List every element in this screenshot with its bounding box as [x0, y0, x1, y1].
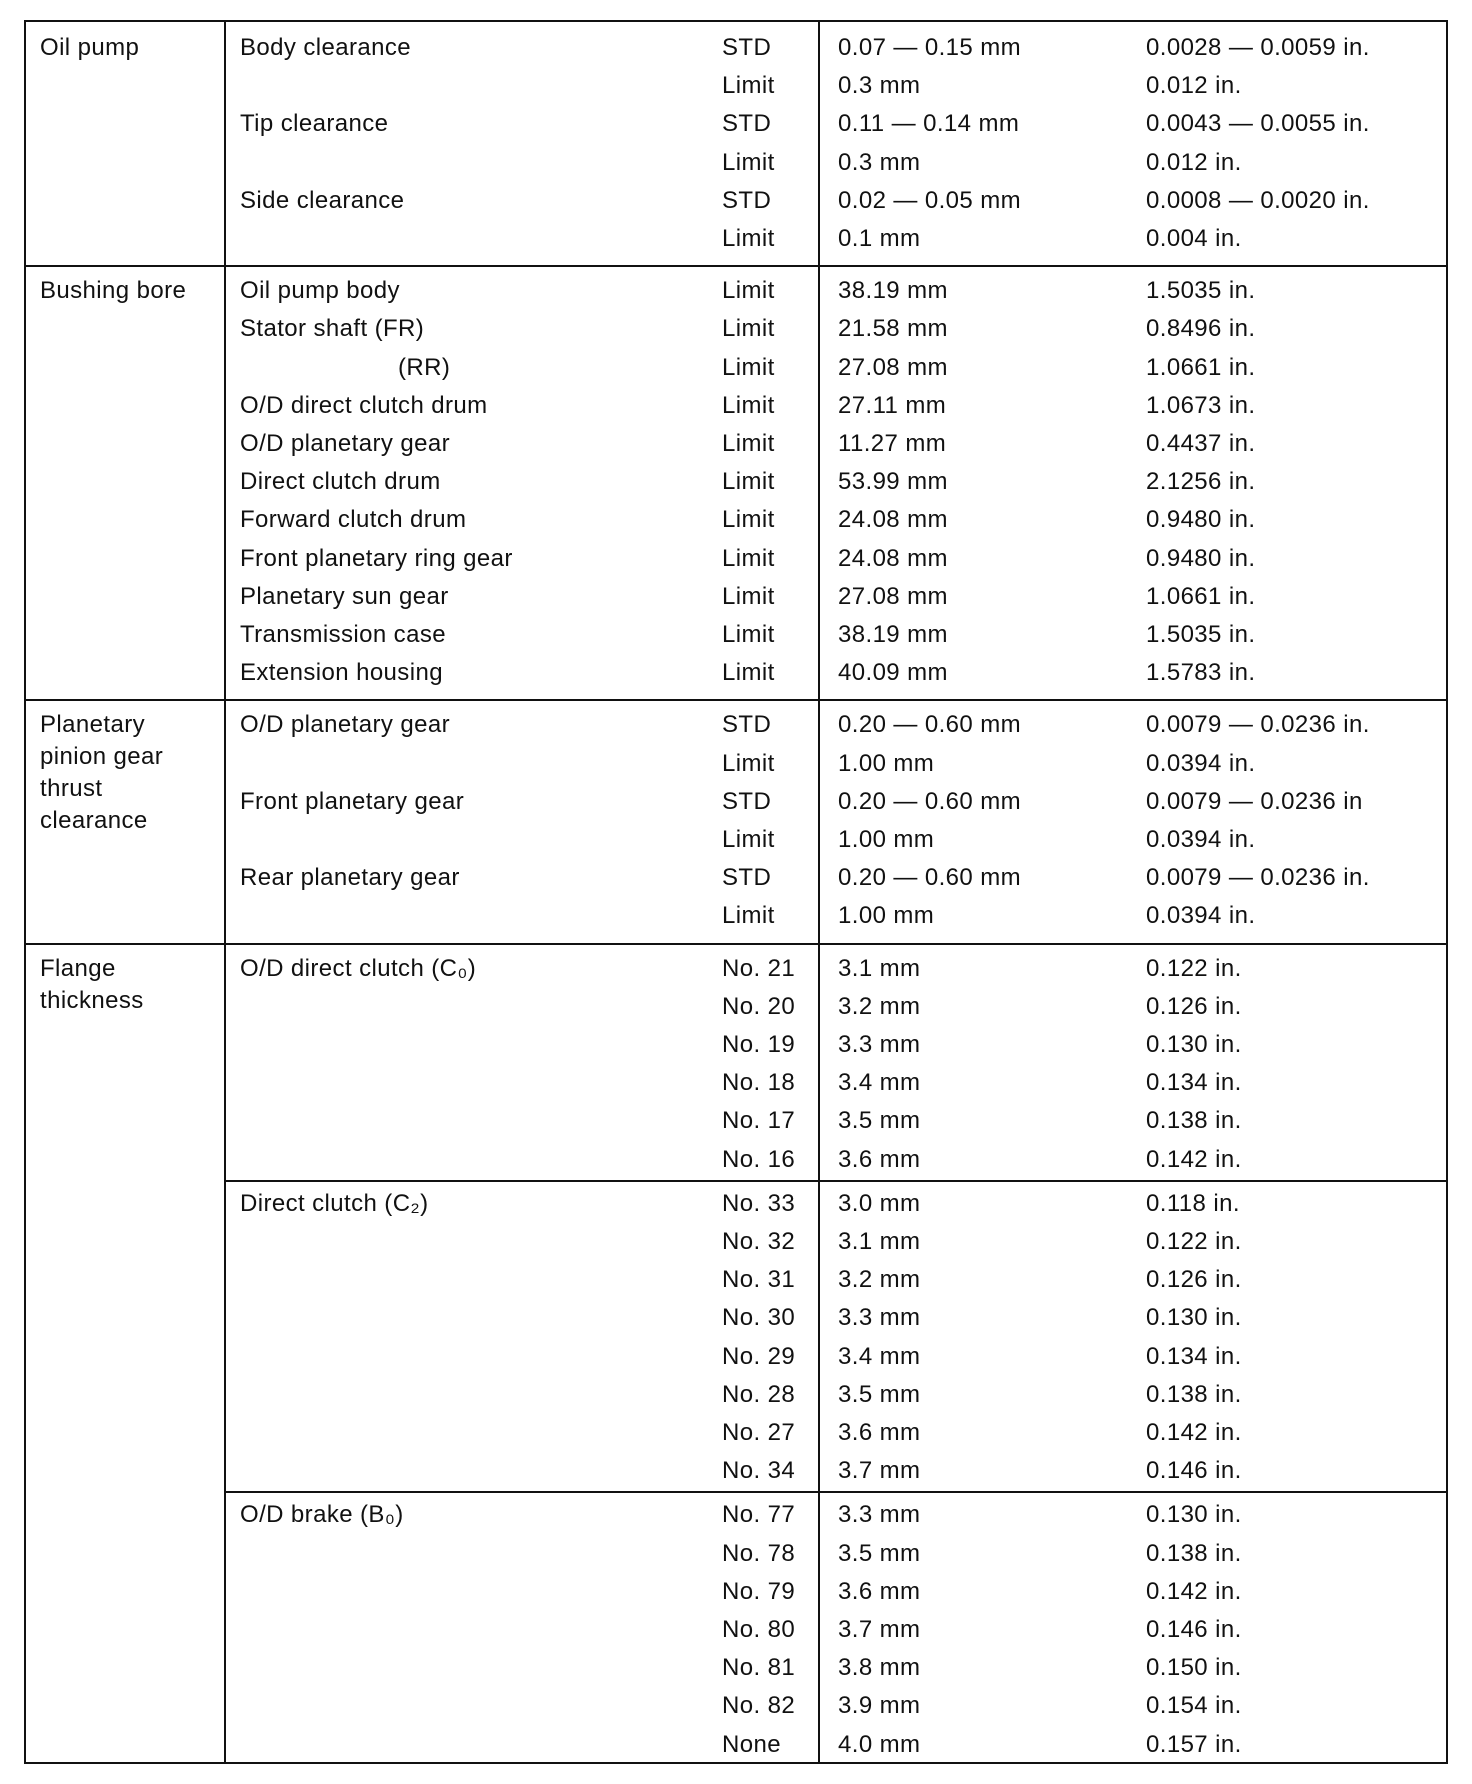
row-imperial-value: 1.5035 in.: [1146, 621, 1256, 648]
row-metric-value: 1.00 mm: [838, 826, 935, 853]
row-item: Front planetary gear: [240, 787, 465, 815]
row-spec: Limit: [722, 277, 775, 305]
row-spec: Limit: [722, 544, 775, 572]
row-metric-value: 27.08 mm: [838, 582, 948, 610]
row-metric-value: 0.20 — 0.60 mm: [838, 864, 1022, 892]
row-item: (RR): [398, 353, 451, 381]
row-metric-value: 0.02 — 0.05 mm: [838, 186, 1022, 214]
row-metric-value: 4.0 mm: [838, 1730, 921, 1758]
row-imperial-value: 0.0043 — 0.0055 in.: [1146, 110, 1370, 138]
row-imperial-value: 0.130 in.: [1146, 1031, 1242, 1058]
row-imperial-value: 0.0079 — 0.0236 in: [1146, 787, 1363, 815]
group-divider: [224, 1491, 1446, 1493]
row-spec: STD: [722, 110, 772, 138]
row-item: Planetary sun gear: [240, 582, 449, 610]
row-item: O/D brake (B₀): [240, 1501, 404, 1529]
row-spec: No. 27: [722, 1419, 796, 1446]
row-metric-value: 3.6 mm: [838, 1577, 921, 1605]
row-imperial-value: 0.154 in.: [1146, 1692, 1242, 1720]
row-spec: No. 82: [722, 1692, 796, 1720]
row-imperial-value: 1.5783 in.: [1146, 659, 1256, 687]
row-imperial-value: 0.142 in.: [1146, 1577, 1242, 1605]
row-metric-value: 3.1 mm: [838, 1228, 921, 1255]
row-metric-value: 38.19 mm: [838, 277, 948, 305]
row-spec: No. 31: [722, 1266, 796, 1294]
row-imperial-value: 1.0661 in.: [1146, 582, 1256, 610]
row-metric-value: 40.09 mm: [838, 659, 948, 687]
row-metric-value: 3.3 mm: [838, 1304, 921, 1332]
row-metric-value: 27.08 mm: [838, 353, 948, 381]
row-metric-value: 3.5 mm: [838, 1380, 921, 1408]
row-metric-value: 21.58 mm: [838, 315, 948, 343]
row-spec: None: [722, 1730, 781, 1758]
row-metric-value: 0.3 mm: [838, 148, 921, 176]
row-spec: Limit: [722, 391, 775, 419]
row-imperial-value: 0.9480 in.: [1146, 544, 1256, 572]
section-label: Planetary pinion gear thrust clearance: [40, 711, 164, 835]
row-item: Side clearance: [240, 186, 405, 214]
row-spec: Limit: [722, 315, 775, 343]
row-item: Rear planetary gear: [240, 864, 460, 892]
row-item: Direct clutch (C₂): [240, 1189, 429, 1217]
row-imperial-value: 0.138 in.: [1146, 1107, 1242, 1135]
section-label: Oil pump: [40, 34, 140, 61]
spec-table: [24, 20, 1448, 1764]
group-divider: [224, 1180, 1446, 1182]
row-metric-value: 3.9 mm: [838, 1692, 921, 1720]
row-metric-value: 3.3 mm: [838, 1031, 921, 1058]
row-spec: STD: [722, 787, 772, 815]
row-imperial-value: 2.1256 in.: [1146, 468, 1256, 496]
row-imperial-value: 0.004 in.: [1146, 225, 1242, 252]
row-imperial-value: 0.012 in.: [1146, 148, 1242, 176]
row-spec: No. 77: [722, 1501, 796, 1529]
row-imperial-value: 0.0394 in.: [1146, 749, 1256, 777]
row-spec: Limit: [722, 659, 775, 687]
row-item: O/D direct clutch (C₀): [240, 954, 477, 982]
row-imperial-value: 0.146 in.: [1146, 1457, 1242, 1485]
row-metric-value: 3.7 mm: [838, 1457, 921, 1485]
row-imperial-value: 0.138 in.: [1146, 1380, 1242, 1408]
row-item: Transmission case: [240, 621, 446, 648]
row-imperial-value: 0.142 in.: [1146, 1419, 1242, 1446]
row-imperial-value: 0.142 in.: [1146, 1145, 1242, 1173]
row-spec: STD: [722, 186, 772, 214]
row-metric-value: 3.8 mm: [838, 1654, 921, 1682]
row-spec: Limit: [722, 468, 775, 496]
row-metric-value: 3.1 mm: [838, 954, 921, 982]
row-metric-value: 11.27 mm: [838, 430, 947, 457]
row-spec: Limit: [722, 72, 775, 100]
row-spec: No. 20: [722, 992, 796, 1020]
row-metric-value: 24.08 mm: [838, 544, 948, 572]
row-spec: Limit: [722, 148, 775, 176]
section-label: Bushing bore: [40, 277, 187, 305]
row-metric-value: 0.3 mm: [838, 72, 921, 100]
row-metric-value: 3.2 mm: [838, 992, 921, 1020]
row-imperial-value: 1.0673 in.: [1146, 391, 1256, 419]
row-imperial-value: 0.126 in.: [1146, 1266, 1242, 1294]
row-spec: Limit: [722, 353, 775, 381]
row-imperial-value: 0.138 in.: [1146, 1539, 1242, 1567]
row-spec: Limit: [722, 506, 775, 534]
row-item: Extension housing: [240, 659, 443, 687]
row-spec: No. 33: [722, 1189, 796, 1217]
row-metric-value: 0.1 mm: [838, 225, 921, 252]
row-imperial-value: 0.0079 — 0.0236 in.: [1146, 711, 1370, 739]
row-spec: No. 19: [722, 1031, 796, 1058]
row-spec: Limit: [722, 582, 775, 610]
row-metric-value: 3.2 mm: [838, 1266, 921, 1294]
row-spec: No. 32: [722, 1228, 796, 1255]
row-spec: No. 17: [722, 1107, 796, 1135]
row-spec: Limit: [722, 621, 775, 648]
row-item: Oil pump body: [240, 277, 400, 305]
row-metric-value: 3.7 mm: [838, 1616, 921, 1643]
row-spec: Limit: [722, 749, 775, 777]
row-spec: Limit: [722, 225, 775, 252]
row-imperial-value: 1.0661 in.: [1146, 353, 1256, 381]
row-imperial-value: 0.0079 — 0.0236 in.: [1146, 864, 1370, 892]
row-spec: No. 30: [722, 1304, 796, 1332]
row-metric-value: 3.6 mm: [838, 1145, 921, 1173]
row-item: Forward clutch drum: [240, 506, 467, 534]
row-metric-value: 3.4 mm: [838, 1342, 921, 1370]
row-item: O/D planetary gear: [240, 711, 450, 739]
section-divider: [26, 699, 1446, 701]
row-spec: Limit: [722, 826, 775, 853]
row-item: Body clearance: [240, 34, 412, 61]
row-metric-value: 27.11 mm: [838, 391, 947, 419]
row-imperial-value: 0.134 in.: [1146, 1069, 1242, 1097]
row-item: Front planetary ring gear: [240, 544, 513, 572]
row-imperial-value: 1.5035 in.: [1146, 277, 1256, 305]
row-imperial-value: 0.0394 in.: [1146, 902, 1256, 930]
row-spec: No. 80: [722, 1616, 796, 1643]
row-imperial-value: 0.9480 in.: [1146, 506, 1256, 534]
row-imperial-value: 0.0008 — 0.0020 in.: [1146, 186, 1370, 214]
row-imperial-value: 0.122 in.: [1146, 954, 1242, 982]
row-metric-value: 0.20 — 0.60 mm: [838, 711, 1022, 739]
row-imperial-value: 0.0394 in.: [1146, 826, 1256, 853]
row-spec: STD: [722, 711, 772, 739]
row-metric-value: 3.0 mm: [838, 1189, 921, 1217]
row-metric-value: 3.6 mm: [838, 1419, 921, 1446]
row-imperial-value: 0.118 in.: [1146, 1189, 1240, 1217]
row-imperial-value: 0.0028 — 0.0059 in.: [1146, 34, 1370, 61]
row-item: O/D direct clutch drum: [240, 391, 488, 419]
row-imperial-value: 0.4437 in.: [1146, 430, 1256, 457]
row-metric-value: 3.5 mm: [838, 1539, 921, 1567]
row-metric-value: 24.08 mm: [838, 506, 948, 534]
row-metric-value: 3.4 mm: [838, 1069, 921, 1097]
row-imperial-value: 0.150 in.: [1146, 1654, 1242, 1682]
row-imperial-value: 0.126 in.: [1146, 992, 1242, 1020]
section-divider: [26, 265, 1446, 267]
row-metric-value: 0.11 — 0.14 mm: [838, 110, 1020, 138]
row-metric-value: 3.5 mm: [838, 1107, 921, 1135]
row-spec: No. 28: [722, 1380, 796, 1408]
section-divider: [26, 943, 1446, 945]
row-metric-value: 1.00 mm: [838, 902, 935, 930]
row-imperial-value: 0.8496 in.: [1146, 315, 1256, 343]
row-item: Stator shaft (FR): [240, 315, 425, 343]
row-imperial-value: 0.146 in.: [1146, 1616, 1242, 1643]
row-spec: No. 81: [722, 1654, 796, 1682]
row-spec: No. 78: [722, 1539, 796, 1567]
row-spec: No. 18: [722, 1069, 796, 1097]
row-metric-value: 0.20 — 0.60 mm: [838, 787, 1022, 815]
row-imperial-value: 0.012 in.: [1146, 72, 1242, 100]
row-spec: No. 29: [722, 1342, 796, 1370]
column-divider: [224, 22, 226, 1762]
row-metric-value: 1.00 mm: [838, 749, 935, 777]
row-spec: Limit: [722, 902, 775, 930]
row-imperial-value: 0.134 in.: [1146, 1342, 1242, 1370]
row-spec: No. 79: [722, 1577, 796, 1605]
row-spec: STD: [722, 34, 772, 61]
row-imperial-value: 0.157 in.: [1146, 1730, 1242, 1758]
row-spec: No. 16: [722, 1145, 796, 1173]
row-item: Tip clearance: [240, 110, 389, 138]
row-metric-value: 53.99 mm: [838, 468, 948, 496]
column-divider: [818, 22, 820, 1762]
row-metric-value: 38.19 mm: [838, 621, 948, 648]
row-spec: STD: [722, 864, 772, 892]
section-label: Flange thickness: [40, 954, 144, 1014]
row-spec: No. 21: [722, 954, 796, 982]
row-imperial-value: 0.130 in.: [1146, 1304, 1242, 1332]
row-metric-value: 0.07 — 0.15 mm: [838, 34, 1022, 61]
row-spec: No. 34: [722, 1457, 796, 1485]
row-item: O/D planetary gear: [240, 430, 450, 457]
row-metric-value: 3.3 mm: [838, 1501, 921, 1529]
row-imperial-value: 0.130 in.: [1146, 1501, 1242, 1529]
row-imperial-value: 0.122 in.: [1146, 1228, 1242, 1255]
row-item: Direct clutch drum: [240, 468, 441, 496]
row-spec: Limit: [722, 430, 775, 457]
